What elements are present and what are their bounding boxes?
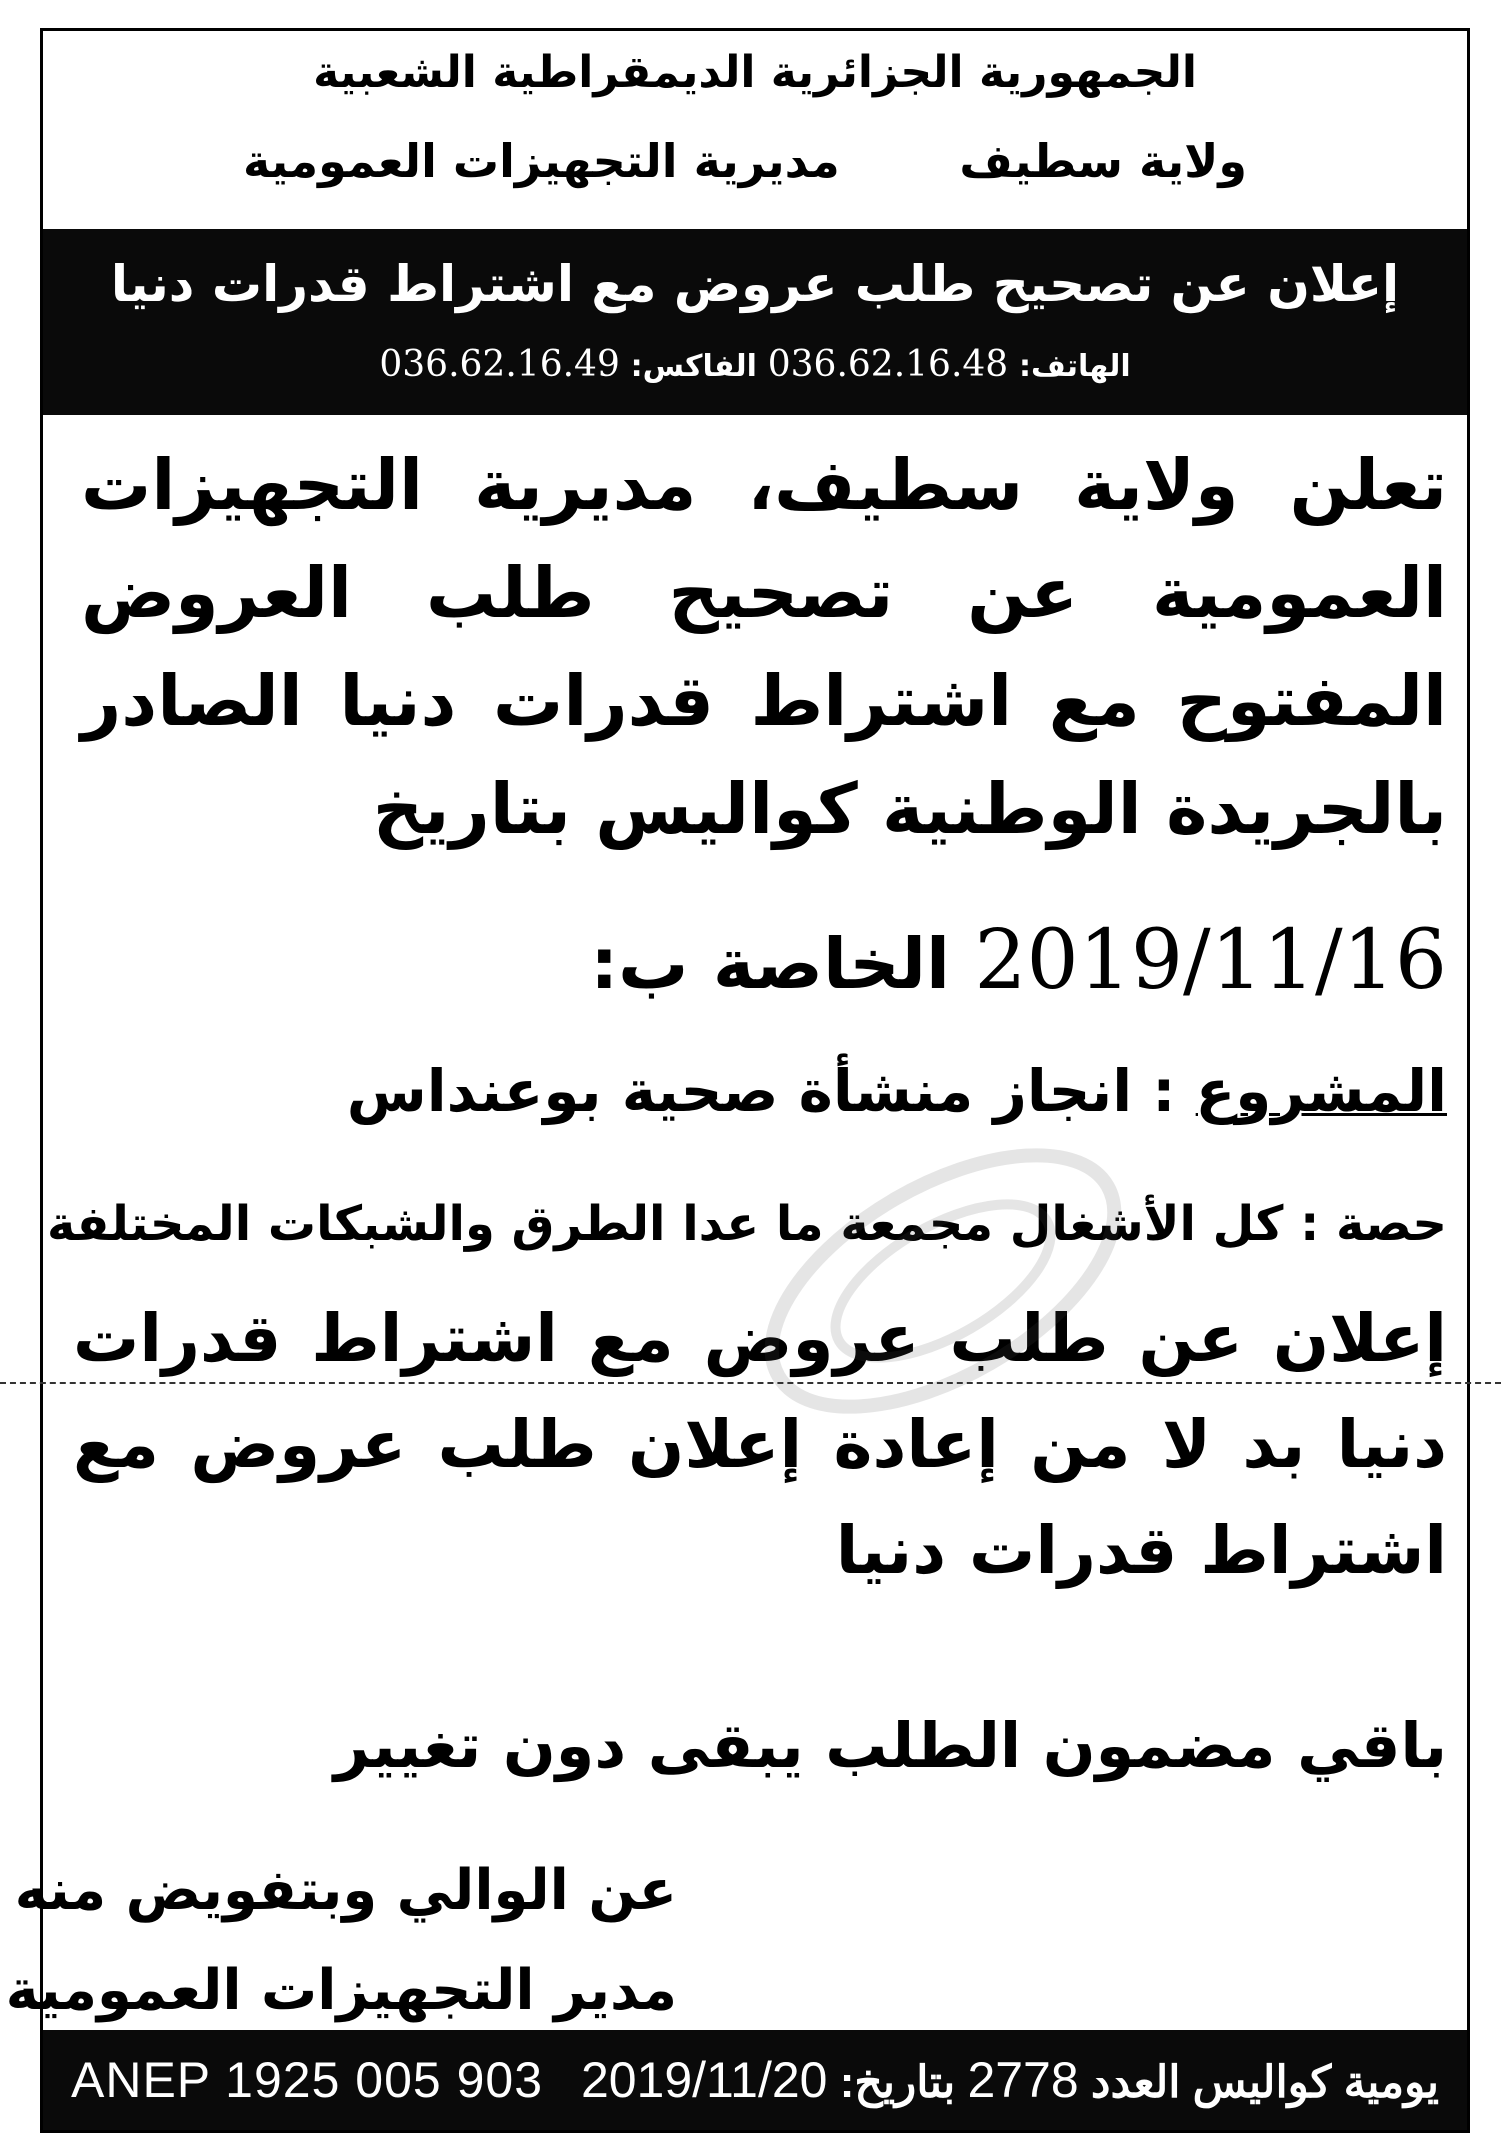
signature-line-1: عن الوالي وبتفويض منه (14, 1858, 677, 1923)
announcement-title: إعلان عن تصحيح طلب عروض مع اشتراط قدرات دنيا (110, 255, 1400, 313)
issue-date: 2019/11/20 (580, 2052, 828, 2108)
fax-number: 036.62.16.49 (379, 344, 620, 385)
directorate-label: مديرية التجهيزات العمومية (243, 134, 840, 188)
title-banner (43, 229, 1467, 415)
phone-number: 036.62.16.48 (767, 344, 1009, 385)
project-line (197, 1051, 1447, 1131)
anep-reference: ANEP 1925 005 903 (71, 2052, 544, 2108)
project-key: المشروع (1195, 1057, 1447, 1125)
announcement-sheet (5, 28, 1470, 2133)
fax-label: الفاكس: (630, 349, 757, 384)
fold-line (0, 1382, 1501, 1384)
announcement-body: تعلن ولاية سطيف، مديرية التجهيزات العمومية عن تصحيح طلب العروض المفتوح مع اشتراط قدرات دنيا الصادر بالجريدة الوطنية كواليس بتاريخ (81, 444, 1447, 850)
wilaya-label: ولاية سطيف (959, 134, 1247, 188)
issue-info (581, 2051, 1439, 2109)
lot-line: حصة : كل الأشغال مجمعة ما عدا الطرق والشبكات المختلفة (47, 1196, 1447, 1252)
issuer-line (243, 131, 1247, 191)
date-suffix: الخاصة ب: (590, 923, 950, 1005)
republic-heading: الجمهورية الجزائرية الديمقراطية الشعبية (313, 47, 1197, 98)
signature-line-2: مدير التجهيزات العمومية (5, 1958, 677, 2023)
footer-bar (43, 2030, 1467, 2130)
project-value: : انجاز منشأة صحية بوعنداس (346, 1057, 1176, 1125)
phone-label: الهاتف: (1019, 349, 1131, 384)
issue-prefix: يومية كواليس العدد (1090, 2058, 1439, 2107)
signature-block (6, 1841, 677, 2041)
publication-date: 2019/11/16 (974, 913, 1447, 1008)
issue-date-label: بتاريخ: (839, 2058, 956, 2107)
publication-date-line (590, 911, 1447, 1014)
issue-number: 2778 (967, 2052, 1079, 2108)
remaining-clause: باقي مضمون الطلب يبقى دون تغيير (333, 1709, 1447, 1782)
contact-line (43, 341, 1467, 391)
notice-paragraph: إعلان عن طلب عروض مع اشتراط قدرات دنيا بد لا من إعادة إعلان طلب عروض مع اشتراط قدرات دنيا (73, 1300, 1447, 1589)
